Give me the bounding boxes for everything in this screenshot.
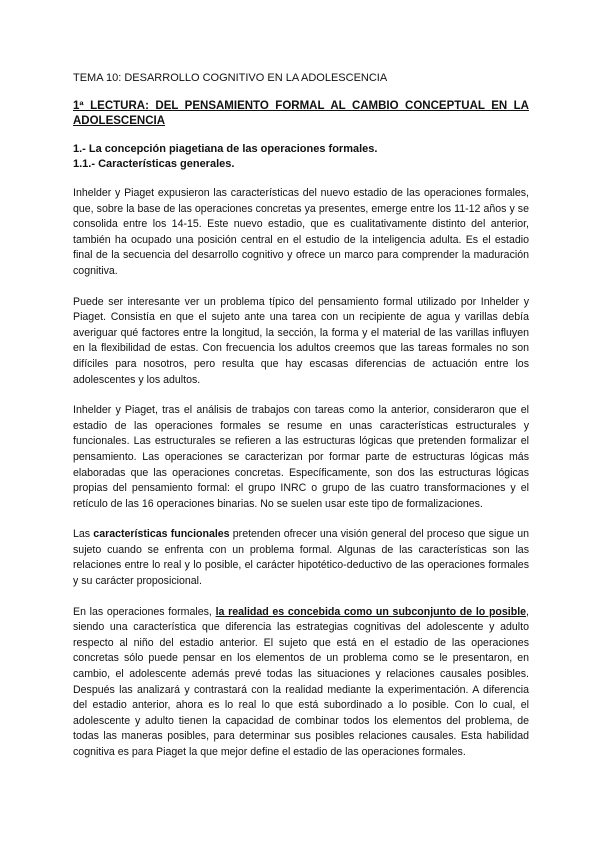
paragraph-4-lead: Las [73, 528, 94, 541]
paragraph-1: Inhelder y Piaget expusieron las características del nuevo estadio de las operaciones formales, que, sobre la base de las operaciones concretas ya presentes, emerge entre los 11-12 años y se consolida entre los 14-15. Este nuevo estadio, que es cualitativamente distinto del anterior, también ha ocupado una posición central en el estudio de la inteligencia adulta. Es el estadio final de la secuencia del desarrollo cognitivo y ofrece un marco para comprender la maduración cognitiva. [73, 187, 529, 277]
paragraph-5-lead: En las operaciones formales, [73, 605, 216, 618]
reading-title: 1ª LECTURA: DEL PENSAMIENTO FORMAL AL CAMBIO CONCEPTUAL EN LA ADOLESCENCIA [73, 100, 529, 127]
paragraph-5 [73, 605, 529, 761]
emphasis-reality-subset: la realidad es concebida como un subconjunto de lo posible [215, 605, 527, 618]
paragraph-5-rest: , siendo una característica que diferencia las estrategias cognitivas del adolescente y adulto respecto al niño del estadio anterior. El sujeto que está en el estadio de las operaciones concretas sólo puede pensar en los elementos de un problema como se le presentaron, en cambio, el adolescente además prevé todas las situaciones y relaciones causales posibles. Después las analizará y contrastará con la realidad mediante la experimentación. A diferencia del estadio anterior, ahora es lo real lo que está subordinado a lo posible. Con lo cual, el adolescente y adulto tienen la capacidad de combinar todos los elementos del problema, de todas las maneras posibles, para determinar sus posibles relaciones causales. Esta habilidad cognitiva es para Piaget la que mejor define el estadio de las operaciones formales. [73, 605, 529, 758]
section-heading: 1.- La concepción piagetiana de las operaciones formales. [73, 143, 378, 155]
document-page [73, 71, 529, 776]
topic-title: TEMA 10: DESARROLLO COGNITIVO EN LA ADOLESCENCIA [73, 72, 388, 84]
paragraph-4-rest: pretenden ofrecer una visión general del proceso que sigue un sujeto cuando se enfrenta con un problema formal. Algunas de las características son las relaciones entre lo real y lo posible, el carácter hipotético-deductivo de las operaciones formales y su carácter proposicional. [73, 528, 529, 588]
paragraph-4 [73, 527, 529, 589]
paragraph-3: Inhelder y Piaget, tras el análisis de trabajos con tareas como la anterior, consideraron que el estadio de las operaciones formales se resume en unas características estructurales y funcionales. Las estructurales se refieren a las estructuras lógicas que pretenden formalizar el pensamiento. Las operaciones se caracterizan por formar parte de estructuras lógicas más elaboradas que las operaciones concretas. Específicamente, son dos las estructuras lógicas propias del pensamiento formal: el grupo INRC o grupo de las cuatro transformaciones y el retículo de las 16 operaciones binarias. No se suelen usar este tipo de formalizaciones. [73, 404, 529, 510]
paragraph-2: Puede ser interesante ver un problema típico del pensamiento formal utilizado por Inhelder y Piaget. Consistía en que el sujeto ante una tarea con un recipiente de agua y varillas debía averiguar qué factores entre la longitud, la sección, la forma y el material de las varillas influyen en la flexibilidad de estas. Con frecuencia los adultos creemos que las tareas formales no son difíciles para nosotros, pero resulta que hay escasas diferencias de actuación entre los adolescentes y los adultos. [73, 295, 529, 386]
emphasis-functional-characteristics: características funcionales [93, 528, 230, 541]
subsection-heading: 1.1.- Características generales. [73, 158, 235, 170]
